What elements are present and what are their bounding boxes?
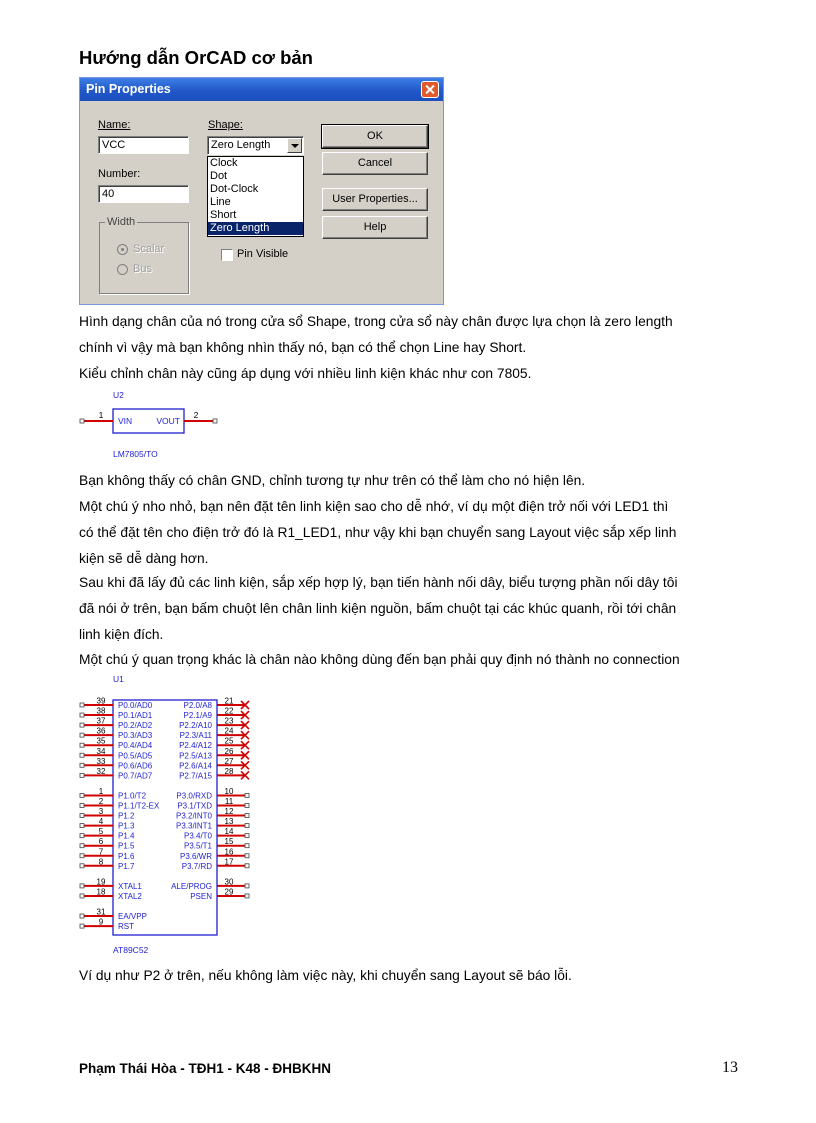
- page-title: Hướng dẫn OrCAD cơ bản: [79, 47, 313, 68]
- u1-left-pin-name: P0.3/AD3: [118, 731, 153, 741]
- u1-left-pin-end: [80, 864, 84, 868]
- u1-right-pin-num: 11: [224, 797, 234, 806]
- u1-left-pin-num: 35: [96, 736, 106, 746]
- u1-right-pin-num: 12: [224, 807, 234, 817]
- paragraph-line: Bạn không thấy có chân GND, chỉnh tương tự như trên có thể làm cho nó hiện lên.: [79, 473, 586, 488]
- number-label: Number:: [98, 168, 141, 180]
- u1-left-pin-name: P1.4: [118, 831, 135, 841]
- paragraph-line: kiện sẽ dễ dàng hơn.: [79, 551, 209, 566]
- paragraph-line: Một chú ý nho nhỏ, bạn nên đặt tên linh kiện sao cho dễ nhớ, ví dụ một điện trở nối với LED1 thì: [79, 499, 669, 514]
- u1-right-pin-num: 28: [224, 766, 234, 776]
- shape-option-clock[interactable]: Clock: [210, 157, 238, 169]
- u1-left-pin-end: [80, 743, 84, 747]
- u1-right-pin-end: [245, 884, 249, 888]
- shape-option-dot[interactable]: Dot: [210, 170, 228, 182]
- u1-right-pin-name: P3.7/RD: [181, 861, 212, 871]
- u1-right-pin-name: P2.2/A10: [179, 721, 212, 731]
- width-group-label: Width: [107, 216, 136, 228]
- paragraph-line: Sau khi đã lấy đủ các linh kiện, sắp xếp hợp lý, bạn tiến hành nối dây, biểu tượng phần nối dây tôi: [79, 575, 678, 590]
- u1-left-pin-name: RST: [118, 922, 134, 932]
- u2-pin1-num: 1: [98, 410, 104, 420]
- u1-left-pin-name: P1.2: [118, 811, 135, 821]
- u1-right-pin-num: 27: [224, 756, 234, 766]
- u1-left-pin-end: [80, 854, 84, 858]
- paragraph-line: Hình dạng chân của nó trong cửa sổ Shape, trong cửa sổ này chân được lựa chọn là zero length: [79, 314, 673, 329]
- u1-right-pin-num: 10: [224, 786, 234, 796]
- u1-right-pin-name: P2.3/A11: [179, 731, 212, 741]
- u1-right-pin-name: P3.3/INT1: [175, 821, 212, 831]
- ok-button[interactable]: OK: [322, 125, 428, 148]
- u1-left-pin-name: P0.0/AD0: [118, 701, 153, 710]
- u1-right-pin-name: P2.4/A12: [179, 741, 212, 751]
- u1-right-pin-end: [245, 804, 249, 808]
- u1-right-pin-name: P3.4/T0: [183, 831, 212, 841]
- u1-left-pin-name: P0.7/AD7: [118, 771, 153, 781]
- paragraph-line: Ví dụ như P2 ở trên, nếu không làm việc này, khi chuyển sang Layout sẽ báo lỗi.: [79, 968, 572, 983]
- pin-visible-label: Pin Visible: [237, 248, 289, 260]
- u1-left-pin-end: [80, 894, 84, 898]
- u1-right-pin-num: 30: [224, 877, 234, 887]
- u1-left-pin-num: 37: [96, 716, 106, 726]
- u1-left-pin-name: P0.6/AD6: [118, 761, 153, 771]
- u1-left-pin-num: 3: [98, 807, 104, 817]
- u1-left-pin-end: [80, 824, 84, 828]
- u1-right-pin-num: 15: [224, 837, 234, 847]
- u1-right-pin-name: P3.2/INT0: [175, 811, 212, 821]
- paragraph-line: chính vì vậy mà bạn không nhìn thấy nó, bạn có thể chọn Line hay Short.: [79, 340, 527, 355]
- scalar-radio-label: Scalar: [133, 243, 165, 255]
- u2-part: LM7805/TO: [113, 449, 158, 459]
- u1-left-pin-num: 38: [96, 706, 106, 716]
- u1-left-pin-end: [80, 703, 84, 707]
- u1-right-pin-name: P2.1/A9: [183, 711, 212, 721]
- u1-right-pin-name: P2.5/A13: [179, 751, 212, 761]
- u1-left-pin-num: 5: [98, 827, 104, 837]
- u1-right-pin-num: 17: [224, 857, 234, 867]
- u1-left-pin-num: 4: [98, 817, 104, 827]
- u1-right-pin-num: 13: [224, 817, 234, 827]
- u1-right-pin-end: [245, 864, 249, 868]
- u1-right-pin-name: P2.6/A14: [179, 761, 212, 771]
- u2-pin2-name: VOUT: [156, 416, 180, 426]
- u1-right-pin-num: 23: [224, 716, 234, 726]
- u1-left-pin-num: 2: [98, 797, 104, 806]
- u1-right-pin-name: P2.7/A15: [179, 771, 212, 781]
- user-properties-button[interactable]: User Properties...: [322, 188, 428, 211]
- page-number: 13: [722, 1059, 738, 1076]
- name-field[interactable]: VCC: [98, 136, 189, 154]
- u1-right-pin-end: [245, 793, 249, 797]
- paragraph-line: Kiểu chỉnh chân này cũng áp dụng với nhiều linh kiện khác như con 7805.: [79, 366, 532, 381]
- u1-left-pin-num: 32: [96, 766, 106, 776]
- u1-left-pin-name: XTAL1: [118, 881, 142, 891]
- u1-right-pin-num: 22: [224, 706, 234, 716]
- u1-left-pin-num: 39: [96, 696, 106, 706]
- u1-left-pin-end: [80, 763, 84, 767]
- paragraph-line: có thể đặt tên cho điện trở đó là R1_LED1, như vậy khi bạn chuyển sang Layout việc sắp xếp linh: [79, 525, 677, 540]
- name-label: Name:: [98, 119, 131, 131]
- u1-left-pin-end: [80, 793, 84, 797]
- u1-left-pin-num: 18: [96, 887, 106, 897]
- u1-left-pin-end: [80, 753, 84, 757]
- u1-left-pin-num: 31: [96, 907, 106, 917]
- u1-right-pin-num: 26: [224, 746, 234, 756]
- u1-right-pin-num: 21: [224, 696, 234, 706]
- u1-right-pin-name: P3.5/T1: [183, 841, 212, 851]
- paragraph-line: Một chú ý quan trọng khác là chân nào không dùng đến bạn phải quy định nó thành no connection: [79, 652, 680, 667]
- shape-option-dot-clock[interactable]: Dot-Clock: [210, 183, 259, 195]
- shape-option-short[interactable]: Short: [210, 209, 237, 221]
- u1-right-pin-name: P3.6/WR: [179, 851, 212, 861]
- u1-right-pin-num: 16: [224, 847, 234, 857]
- u1-left-pin-end: [80, 914, 84, 918]
- cancel-button[interactable]: Cancel: [322, 152, 428, 175]
- u1-left-pin-end: [80, 723, 84, 727]
- u1-left-pin-name: P0.4/AD4: [118, 741, 153, 751]
- shape-option-line[interactable]: Line: [210, 196, 231, 208]
- u1-left-pin-num: 6: [98, 837, 104, 847]
- u1-left-pin-name: P0.1/AD1: [118, 711, 153, 721]
- u1-right-pin-name: P3.0/RXD: [176, 791, 212, 801]
- u1-left-pin-name: XTAL2: [118, 891, 142, 901]
- u1-left-pin-num: 34: [96, 746, 106, 756]
- u1-left-pin-num: 8: [98, 857, 104, 867]
- shape-option-zero-length[interactable]: Zero Length: [208, 222, 303, 235]
- shape-label: Shape:: [208, 119, 243, 131]
- u1-left-pin-end: [80, 834, 84, 838]
- number-field[interactable]: 40: [98, 185, 189, 203]
- u1-right-pin-name: P3.1/TXD: [177, 801, 212, 811]
- u1-left-pin-num: 19: [96, 877, 106, 887]
- dialog-title: Pin Properties: [86, 82, 171, 96]
- u1-left-pin-end: [80, 814, 84, 818]
- u1-right-pin-end: [245, 824, 249, 828]
- u1-left-pin-name: P0.5/AD5: [118, 751, 153, 761]
- u1-right-pin-end: [245, 854, 249, 858]
- u1-left-pin-name: P1.5: [118, 841, 135, 851]
- u1-right-pin-end: [245, 894, 249, 898]
- u1-right-pin-num: 29: [224, 887, 234, 897]
- u1-ref: U1: [113, 674, 124, 684]
- u1-left-pin-end: [80, 804, 84, 808]
- bus-radio-label: Bus: [133, 263, 152, 275]
- u2-pin1-name: VIN: [118, 416, 133, 426]
- u1-right-pin-name: PSEN: [190, 891, 212, 901]
- u1-left-pin-name: P1.1/T2-EX: [118, 801, 160, 811]
- u1-right-pin-num: 14: [224, 827, 234, 837]
- u1-part: AT89C52: [113, 945, 149, 955]
- paragraph-line: linh kiện đích.: [79, 627, 164, 642]
- u1-left-pin-end: [80, 773, 84, 777]
- footer-author: Phạm Thái Hòa - TĐH1 - K48 - ĐHBKHN: [79, 1061, 332, 1076]
- u1-left-pin-end: [80, 924, 84, 928]
- u1-right-pin-num: 25: [224, 736, 234, 746]
- u2-pin2-num: 2: [193, 410, 199, 420]
- u1-left-pin-name: P1.7: [118, 861, 135, 871]
- u1-left-pin-num: 33: [96, 756, 106, 766]
- u1-left-pin-name: P0.2/AD2: [118, 721, 153, 731]
- u2-ref: U2: [113, 390, 124, 400]
- u1-right-pin-end: [245, 814, 249, 818]
- u1-left-pin-end: [80, 884, 84, 888]
- u1-right-pin-num: 24: [224, 726, 234, 736]
- u1-right-pin-name: P2.0/A8: [183, 701, 212, 710]
- u1-left-pin-end: [80, 733, 84, 737]
- help-button[interactable]: Help: [322, 216, 428, 239]
- u1-left-pin-end: [80, 844, 84, 848]
- u1-left-pin-end: [80, 713, 84, 717]
- u1-right-pin-end: [245, 834, 249, 838]
- paragraph-line: đã nói ở trên, bạn bấm chuột lên chân linh kiện nguồn, bấm chuột tại các khúc quanh, rồi tới chân: [79, 601, 677, 616]
- u1-left-pin-name: P1.3: [118, 821, 135, 831]
- shape-select-value: Zero Length: [211, 139, 271, 151]
- u1-right-pin-name: ALE/PROG: [171, 881, 212, 891]
- u1-left-pin-name: P1.0/T2: [118, 791, 147, 801]
- u1-left-pin-num: 36: [96, 726, 106, 736]
- u1-left-pin-num: 9: [98, 917, 104, 927]
- u1-left-pin-num: 7: [98, 847, 104, 857]
- u1-right-pin-end: [245, 844, 249, 848]
- u1-left-pin-num: 1: [98, 786, 104, 796]
- u1-left-pin-name: P1.6: [118, 851, 135, 861]
- u1-left-pin-name: EA/VPP: [118, 912, 147, 922]
